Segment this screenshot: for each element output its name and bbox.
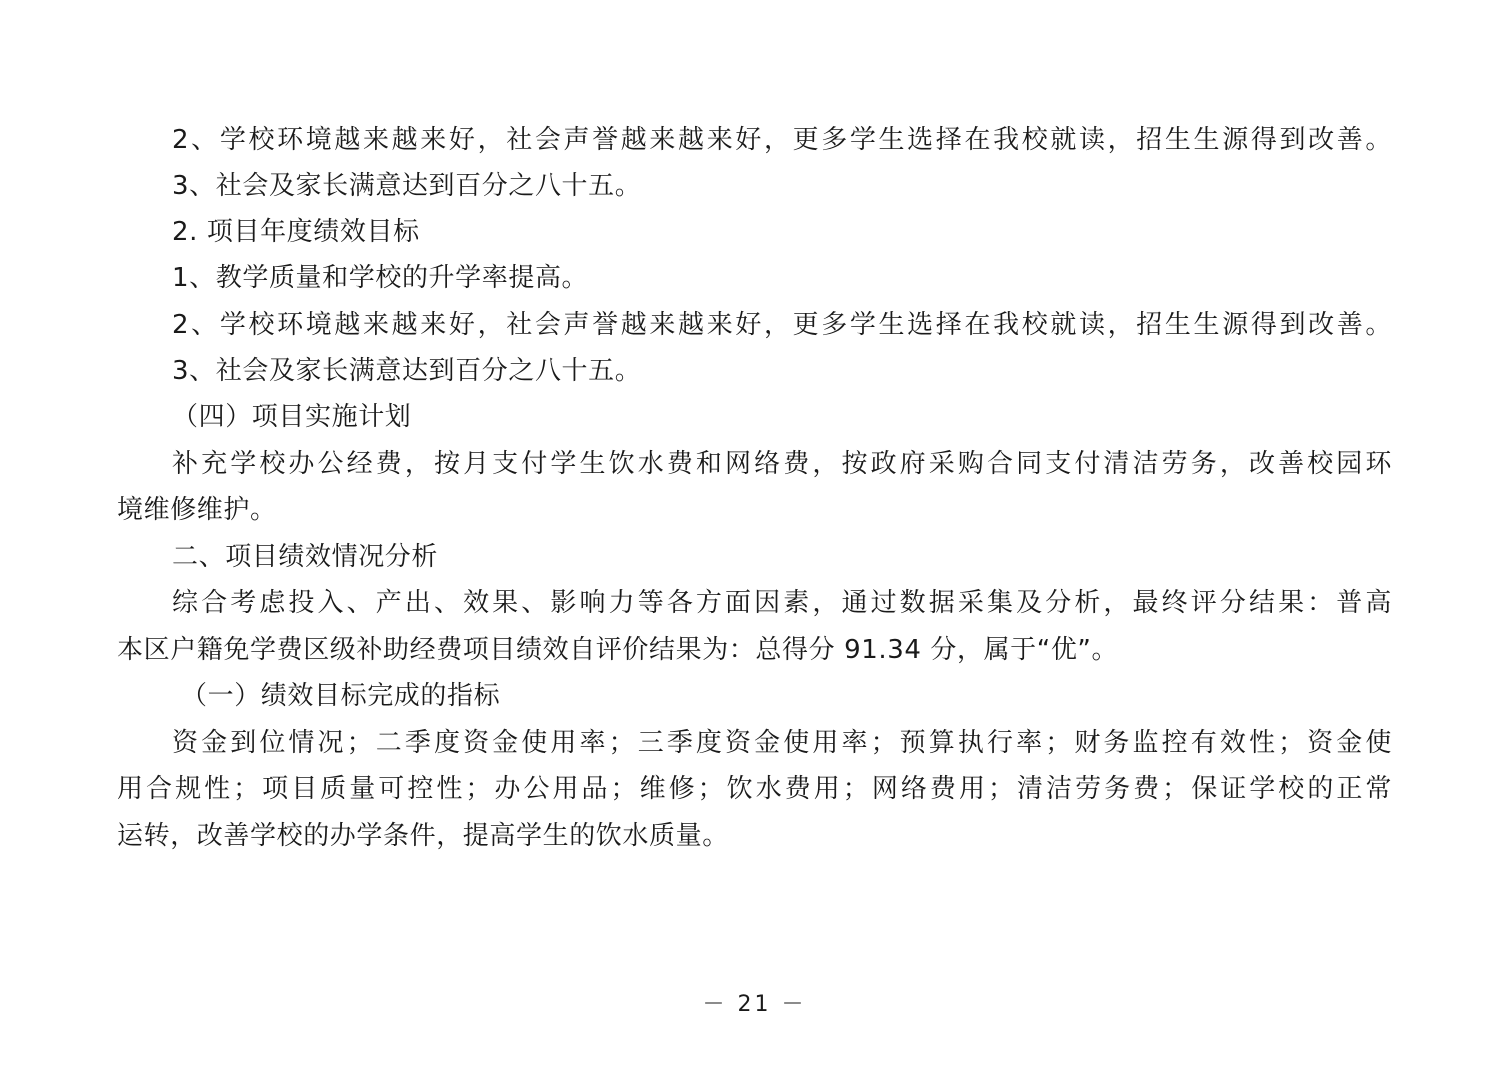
- paragraph-line: 1、教学质量和学校的升学率提高。: [172, 263, 589, 293]
- section-heading: 二、项目绩效情况分析: [172, 542, 439, 572]
- paragraph-line: 补充学校办公经费，按月支付学生饮水费和网络费，按政府采购合同支付清洁劳务，改善校园环: [172, 449, 1392, 479]
- paragraph-line: 运转，改善学校的办学条件，提高学生的饮水质量。: [117, 821, 729, 851]
- paragraph-line: 3、社会及家长满意达到百分之八十五。: [172, 171, 642, 201]
- paragraph-line: 综合考虑投入、产出、效果、影响力等各方面因素，通过数据采集及分析，最终评分结果：普高: [172, 588, 1392, 618]
- paragraph-line: 用合规性；项目质量可控性；办公用品；维修；饮水费用；网络费用；清洁劳务费；保证学校的正常: [117, 774, 1392, 804]
- paragraph-line: 3、社会及家长满意达到百分之八十五。: [172, 356, 642, 386]
- section-heading: 2. 项目年度绩效目标: [172, 217, 420, 247]
- paragraph-line: 2、学校环境越来越来好，社会声誉越来越来好，更多学生选择在我校就读，招生生源得到改善。: [172, 125, 1392, 155]
- paragraph-line: 资金到位情况；二季度资金使用率；三季度资金使用率；预算执行率；财务监控有效性；资金使: [172, 728, 1392, 758]
- paragraph-line: 2、学校环境越来越来好，社会声誉越来越来好，更多学生选择在我校就读，招生生源得到改善。: [172, 310, 1392, 340]
- section-heading: （四）项目实施计划: [172, 402, 412, 432]
- paragraph-line: 境维修维护。: [117, 495, 277, 525]
- page-number: － 21 －: [702, 992, 807, 1017]
- section-heading: （一）绩效目标完成的指标: [181, 681, 501, 711]
- paragraph-line: 本区户籍免学费区级补助经费项目绩效自评价结果为：总得分 91.34 分，属于“优”。: [117, 635, 1119, 665]
